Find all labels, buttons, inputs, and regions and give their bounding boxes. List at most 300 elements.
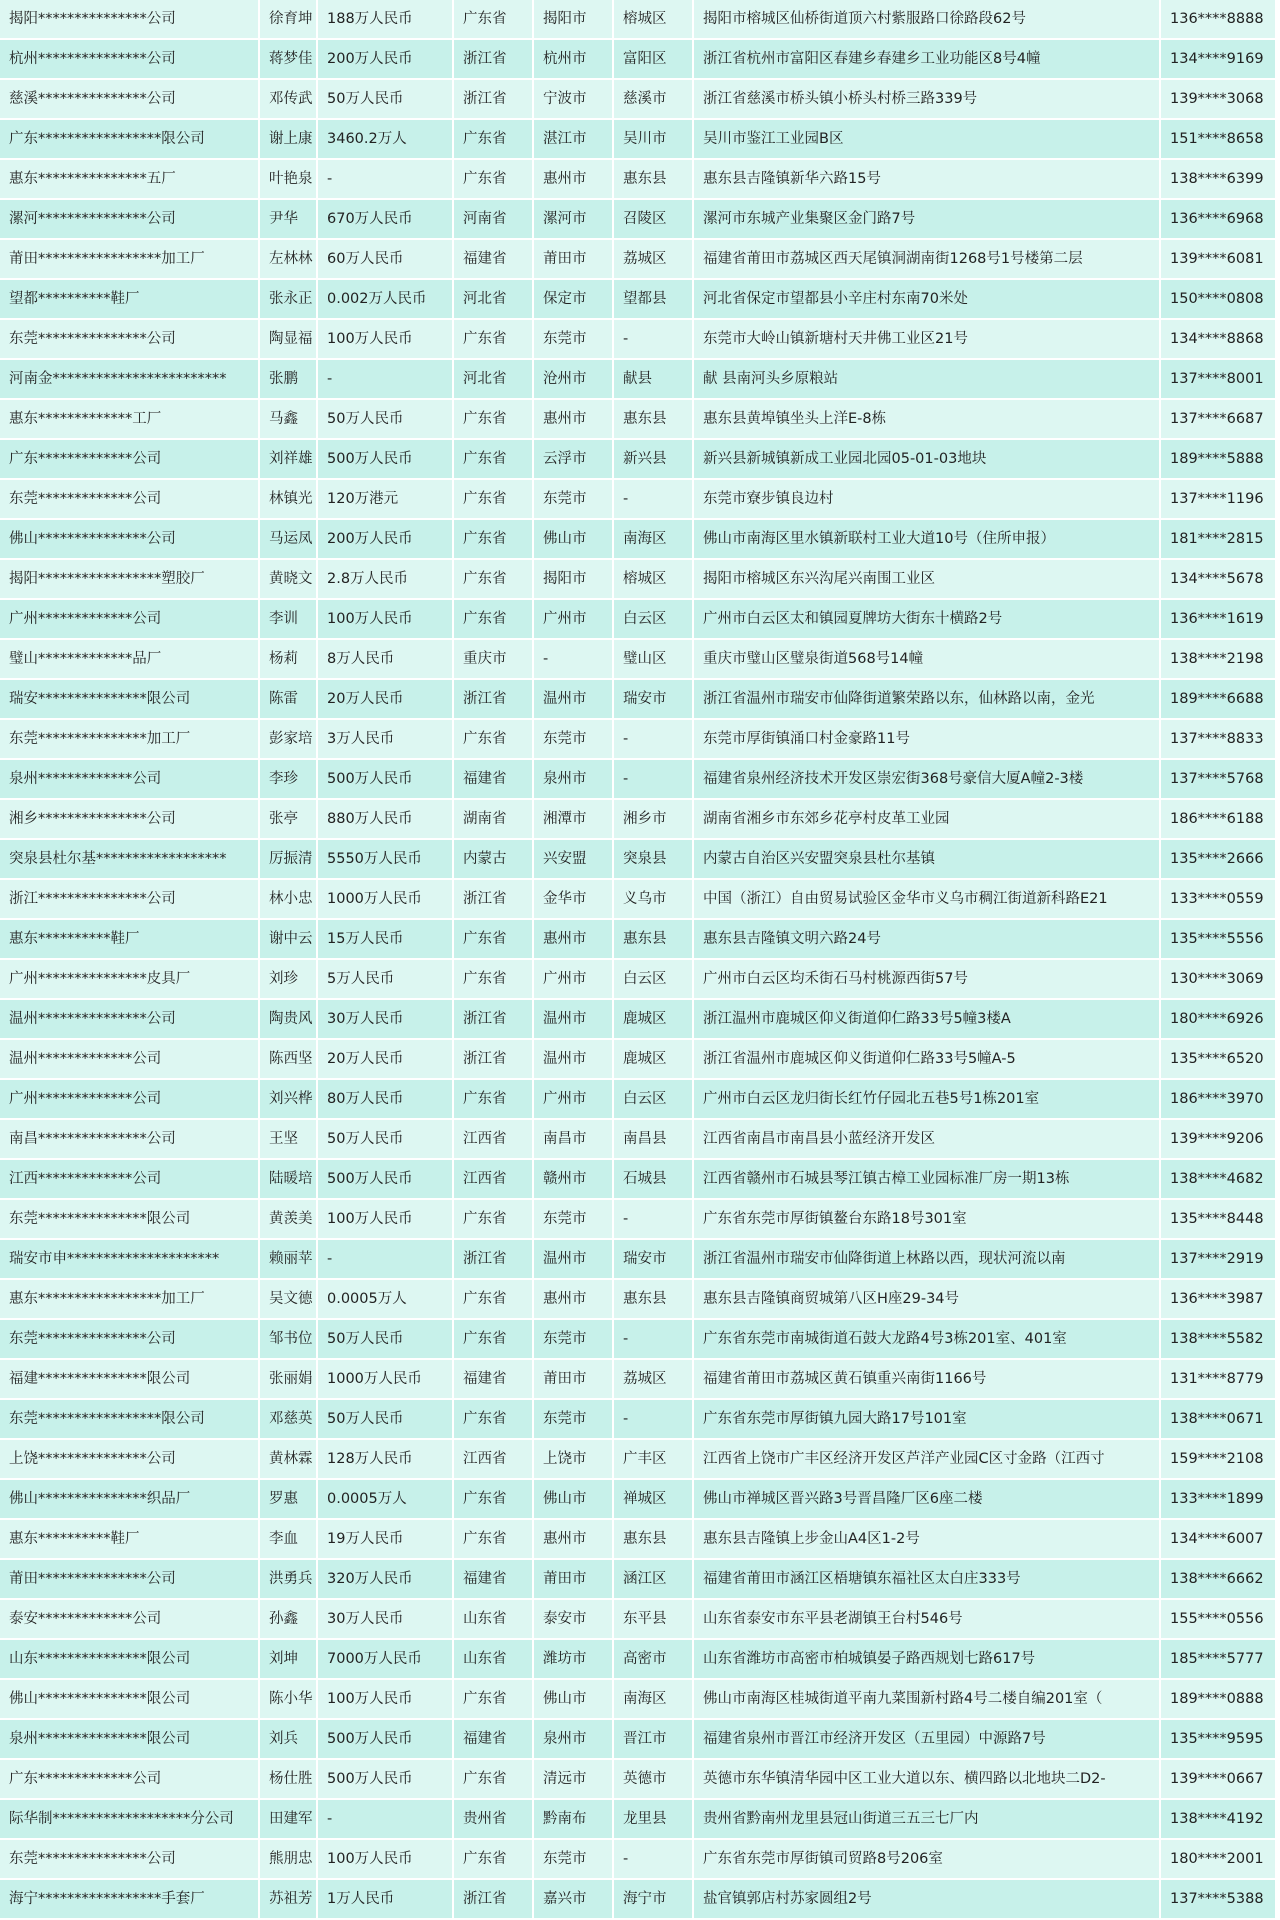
district-cell: 惠东县	[614, 400, 694, 440]
company-name-cell: 山东***************限公司	[0, 1640, 260, 1680]
legal-person-cell: 王坚	[260, 1120, 318, 1160]
phone-cell: 133****0559	[1161, 880, 1275, 920]
province-cell: 广东省	[454, 0, 534, 40]
address-cell: 福建省莆田市涵江区梧塘镇东福社区太白庄333号	[694, 1560, 1161, 1600]
city-cell: 泰安市	[534, 1600, 614, 1640]
city-cell: -	[534, 640, 614, 680]
phone-cell: 137****6687	[1161, 400, 1275, 440]
table-row	[0, 80, 1275, 120]
district-cell: 惠东县	[614, 160, 694, 200]
phone-cell: 134****9169	[1161, 40, 1275, 80]
district-cell: 新兴县	[614, 440, 694, 480]
legal-person-cell: 赖丽苹	[260, 1240, 318, 1280]
legal-person-cell: 谢上康	[260, 120, 318, 160]
province-cell: 江西省	[454, 1440, 534, 1480]
legal-person-cell: 蒋梦佳	[260, 40, 318, 80]
city-cell: 宁波市	[534, 80, 614, 120]
address-cell: 内蒙古自治区兴安盟突泉县杜尔基镇	[694, 840, 1161, 880]
province-cell: 广东省	[454, 1200, 534, 1240]
district-cell: -	[614, 1320, 694, 1360]
company-name-cell: 莆田***************公司	[0, 1560, 260, 1600]
legal-person-cell: 邓慈英	[260, 1400, 318, 1440]
registered-capital-cell: 500万人民币	[318, 760, 454, 800]
city-cell: 东莞市	[534, 1840, 614, 1880]
company-name-cell: 惠东***************五厂	[0, 160, 260, 200]
legal-person-cell: 陶显福	[260, 320, 318, 360]
province-cell: 福建省	[454, 1720, 534, 1760]
address-cell: 江西省南昌市南昌县小蓝经济开发区	[694, 1120, 1161, 1160]
table-row	[0, 1160, 1275, 1200]
address-cell: 浙江省慈溪市桥头镇小桥头村桥三路339号	[694, 80, 1161, 120]
company-name-cell: 广东*************公司	[0, 440, 260, 480]
city-cell: 东莞市	[534, 320, 614, 360]
table-row	[0, 1000, 1275, 1040]
address-cell: 山东省泰安市东平县老湖镇王台村546号	[694, 1600, 1161, 1640]
phone-cell: 135****8448	[1161, 1200, 1275, 1240]
province-cell: 江西省	[454, 1120, 534, 1160]
registered-capital-cell: 100万人民币	[318, 1680, 454, 1720]
district-cell: -	[614, 480, 694, 520]
district-cell: 龙里县	[614, 1800, 694, 1840]
address-cell: 福建省泉州市晋江市经济开发区（五里园）中源路7号	[694, 1720, 1161, 1760]
province-cell: 广东省	[454, 1840, 534, 1880]
address-cell: 中国（浙江）自由贸易试验区金华市义乌市稠江街道新科路E21	[694, 880, 1161, 920]
phone-cell: 136****1619	[1161, 600, 1275, 640]
province-cell: 浙江省	[454, 1040, 534, 1080]
city-cell: 惠州市	[534, 1280, 614, 1320]
city-cell: 广州市	[534, 960, 614, 1000]
province-cell: 贵州省	[454, 1800, 534, 1840]
company-name-cell: 东莞***************公司	[0, 1320, 260, 1360]
phone-cell: 189****0888	[1161, 1680, 1275, 1720]
registered-capital-cell: 50万人民币	[318, 1120, 454, 1160]
district-cell: 南昌县	[614, 1120, 694, 1160]
registered-capital-cell: 100万人民币	[318, 600, 454, 640]
address-cell: 广州市白云区龙归街长红竹仔园北五巷5号1栋201室	[694, 1080, 1161, 1120]
district-cell: 榕城区	[614, 560, 694, 600]
table-row	[0, 1480, 1275, 1520]
city-cell: 湛江市	[534, 120, 614, 160]
table-row	[0, 1520, 1275, 1560]
district-cell: 东平县	[614, 1600, 694, 1640]
company-name-cell: 揭阳***************公司	[0, 0, 260, 40]
registered-capital-cell: 120万港元	[318, 480, 454, 520]
phone-cell: 138****4192	[1161, 1800, 1275, 1840]
registered-capital-cell: 200万人民币	[318, 520, 454, 560]
city-cell: 莆田市	[534, 1360, 614, 1400]
city-cell: 温州市	[534, 680, 614, 720]
registered-capital-cell: 20万人民币	[318, 680, 454, 720]
legal-person-cell: 林小忠	[260, 880, 318, 920]
district-cell: -	[614, 1840, 694, 1880]
company-name-cell: 上饶***************公司	[0, 1440, 260, 1480]
legal-person-cell: 刘珍	[260, 960, 318, 1000]
province-cell: 广东省	[454, 120, 534, 160]
company-name-cell: 突泉县杜尔基******************	[0, 840, 260, 880]
legal-person-cell: 刘祥雄	[260, 440, 318, 480]
legal-person-cell: 黄林霖	[260, 1440, 318, 1480]
table-row	[0, 1680, 1275, 1720]
address-cell: 东莞市寮步镇良边村	[694, 480, 1161, 520]
table-row	[0, 440, 1275, 480]
city-cell: 上饶市	[534, 1440, 614, 1480]
company-name-cell: 际华制*******************分公司	[0, 1800, 260, 1840]
phone-cell: 131****8779	[1161, 1360, 1275, 1400]
company-name-cell: 温州*************公司	[0, 1040, 260, 1080]
city-cell: 湘潭市	[534, 800, 614, 840]
phone-cell: 130****3069	[1161, 960, 1275, 1000]
table-row	[0, 1840, 1275, 1880]
legal-person-cell: 彭家培	[260, 720, 318, 760]
province-cell: 广东省	[454, 1680, 534, 1720]
phone-cell: 138****6399	[1161, 160, 1275, 200]
address-cell: 河北省保定市望都县小辛庄村东南70米处	[694, 280, 1161, 320]
city-cell: 莆田市	[534, 240, 614, 280]
legal-person-cell: 刘坤	[260, 1640, 318, 1680]
province-cell: 山东省	[454, 1600, 534, 1640]
province-cell: 浙江省	[454, 1000, 534, 1040]
phone-cell: 139****0667	[1161, 1760, 1275, 1800]
legal-person-cell: 徐育坤	[260, 0, 318, 40]
company-name-cell: 泰安*************公司	[0, 1600, 260, 1640]
table-row	[0, 1640, 1275, 1680]
district-cell: 鹿城区	[614, 1040, 694, 1080]
city-cell: 杭州市	[534, 40, 614, 80]
phone-cell: 136****3987	[1161, 1280, 1275, 1320]
legal-person-cell: 尹华	[260, 200, 318, 240]
district-cell: 惠东县	[614, 1520, 694, 1560]
address-cell: 广州市白云区太和镇园夏牌坊大街东十横路2号	[694, 600, 1161, 640]
address-cell: 惠东县吉隆镇上步金山A4区1-2号	[694, 1520, 1161, 1560]
company-name-cell: 璧山*************品厂	[0, 640, 260, 680]
phone-cell: 136****8888	[1161, 0, 1275, 40]
province-cell: 山东省	[454, 1640, 534, 1680]
registered-capital-cell: 50万人民币	[318, 400, 454, 440]
address-cell: 漯河市东城产业集聚区金门路7号	[694, 200, 1161, 240]
registered-capital-cell: 50万人民币	[318, 80, 454, 120]
legal-person-cell: 张鹏	[260, 360, 318, 400]
registered-capital-cell: 200万人民币	[318, 40, 454, 80]
city-cell: 广州市	[534, 1080, 614, 1120]
table-row	[0, 1440, 1275, 1480]
legal-person-cell: 刘兴桦	[260, 1080, 318, 1120]
registered-capital-cell: 320万人民币	[318, 1560, 454, 1600]
table-row	[0, 680, 1275, 720]
company-name-cell: 福建***************限公司	[0, 1360, 260, 1400]
table-row	[0, 720, 1275, 760]
district-cell: 瑞安市	[614, 1240, 694, 1280]
district-cell: 白云区	[614, 1080, 694, 1120]
registered-capital-cell: 8万人民币	[318, 640, 454, 680]
district-cell: 白云区	[614, 600, 694, 640]
legal-person-cell: 杨仕胜	[260, 1760, 318, 1800]
table-row	[0, 1720, 1275, 1760]
company-name-cell: 东莞***************限公司	[0, 1200, 260, 1240]
legal-person-cell: 张永正	[260, 280, 318, 320]
address-cell: 广东省东莞市厚街镇司贸路8号206室	[694, 1840, 1161, 1880]
legal-person-cell: 左林林	[260, 240, 318, 280]
legal-person-cell: 李珍	[260, 760, 318, 800]
legal-person-cell: 张亭	[260, 800, 318, 840]
district-cell: -	[614, 1400, 694, 1440]
address-cell: 浙江温州市鹿城区仰义街道仰仁路33号5幢3楼A	[694, 1000, 1161, 1040]
province-cell: 湖南省	[454, 800, 534, 840]
phone-cell: 138****5582	[1161, 1320, 1275, 1360]
district-cell: 献县	[614, 360, 694, 400]
city-cell: 揭阳市	[534, 560, 614, 600]
city-cell: 东莞市	[534, 1320, 614, 1360]
city-cell: 赣州市	[534, 1160, 614, 1200]
registered-capital-cell: 19万人民币	[318, 1520, 454, 1560]
district-cell: 鹿城区	[614, 1000, 694, 1040]
city-cell: 云浮市	[534, 440, 614, 480]
address-cell: 福建省莆田市荔城区西天尾镇洞湖南街1268号1号楼第二层	[694, 240, 1161, 280]
registered-capital-cell: 60万人民币	[318, 240, 454, 280]
table-row	[0, 960, 1275, 1000]
company-name-cell: 慈溪***************公司	[0, 80, 260, 120]
registered-capital-cell: 3万人民币	[318, 720, 454, 760]
company-name-cell: 广州*************公司	[0, 600, 260, 640]
province-cell: 广东省	[454, 480, 534, 520]
district-cell: 海宁市	[614, 1880, 694, 1920]
district-cell: 召陵区	[614, 200, 694, 240]
registered-capital-cell: 20万人民币	[318, 1040, 454, 1080]
address-cell: 惠东县吉隆镇文明六路24号	[694, 920, 1161, 960]
company-name-cell: 东莞***************公司	[0, 320, 260, 360]
province-cell: 河北省	[454, 360, 534, 400]
city-cell: 温州市	[534, 1000, 614, 1040]
district-cell: 义乌市	[614, 880, 694, 920]
phone-cell: 135****6520	[1161, 1040, 1275, 1080]
registered-capital-cell: 5万人民币	[318, 960, 454, 1000]
table-row	[0, 320, 1275, 360]
table-row	[0, 1880, 1275, 1920]
phone-cell: 137****1196	[1161, 480, 1275, 520]
phone-cell: 155****0556	[1161, 1600, 1275, 1640]
registered-capital-cell: 500万人民币	[318, 1720, 454, 1760]
city-cell: 清远市	[534, 1760, 614, 1800]
phone-cell: 138****0671	[1161, 1400, 1275, 1440]
province-cell: 广东省	[454, 520, 534, 560]
company-name-cell: 泉州***************限公司	[0, 1720, 260, 1760]
province-cell: 广东省	[454, 1320, 534, 1360]
registered-capital-cell: 880万人民币	[318, 800, 454, 840]
district-cell: 荔城区	[614, 1360, 694, 1400]
phone-cell: 138****2198	[1161, 640, 1275, 680]
table-row	[0, 840, 1275, 880]
registered-capital-cell: 50万人民币	[318, 1400, 454, 1440]
company-name-cell: 广东*****************限公司	[0, 120, 260, 160]
legal-person-cell: 邹书位	[260, 1320, 318, 1360]
company-name-cell: 杭州***************公司	[0, 40, 260, 80]
province-cell: 广东省	[454, 400, 534, 440]
district-cell: 惠东县	[614, 920, 694, 960]
company-name-cell: 浙江***************公司	[0, 880, 260, 920]
registered-capital-cell: 670万人民币	[318, 200, 454, 240]
registered-capital-cell: 7000万人民币	[318, 1640, 454, 1680]
company-name-cell: 江西*************公司	[0, 1160, 260, 1200]
registered-capital-cell: 0.002万人民币	[318, 280, 454, 320]
table-row	[0, 280, 1275, 320]
province-cell: 浙江省	[454, 1880, 534, 1920]
legal-person-cell: 杨莉	[260, 640, 318, 680]
legal-person-cell: 林镇光	[260, 480, 318, 520]
table-row	[0, 1040, 1275, 1080]
phone-cell: 137****5388	[1161, 1880, 1275, 1920]
phone-cell: 180****6926	[1161, 1000, 1275, 1040]
company-name-cell: 东莞***************加工厂	[0, 720, 260, 760]
district-cell: 涵江区	[614, 1560, 694, 1600]
legal-person-cell: 罗惠	[260, 1480, 318, 1520]
address-cell: 浙江省温州市瑞安市仙降街道繁荣路以东，仙林路以南，金光	[694, 680, 1161, 720]
table-row	[0, 600, 1275, 640]
address-cell: 盐官镇郭店村苏家圆组2号	[694, 1880, 1161, 1920]
legal-person-cell: 邓传武	[260, 80, 318, 120]
address-cell: 山东省潍坊市高密市柏城镇晏子路西规划七路617号	[694, 1640, 1161, 1680]
company-name-cell: 广州*************公司	[0, 1080, 260, 1120]
phone-cell: 138****4682	[1161, 1160, 1275, 1200]
company-name-cell: 佛山***************限公司	[0, 1680, 260, 1720]
address-cell: 佛山市禅城区晋兴路3号晋昌隆厂区6座二楼	[694, 1480, 1161, 1520]
table-row	[0, 640, 1275, 680]
phone-cell: 133****1899	[1161, 1480, 1275, 1520]
city-cell: 惠州市	[534, 1520, 614, 1560]
company-name-cell: 海宁*****************手套厂	[0, 1880, 260, 1920]
phone-cell: 139****9206	[1161, 1120, 1275, 1160]
table-row	[0, 880, 1275, 920]
legal-person-cell: 马运凤	[260, 520, 318, 560]
company-name-cell: 瑞安市申*********************	[0, 1240, 260, 1280]
district-cell: 石城县	[614, 1160, 694, 1200]
province-cell: 广东省	[454, 560, 534, 600]
table-row	[0, 560, 1275, 600]
phone-cell: 134****8868	[1161, 320, 1275, 360]
city-cell: 莆田市	[534, 1560, 614, 1600]
address-cell: 惠东县黄埠镇坐头上洋E-8栋	[694, 400, 1161, 440]
table-row	[0, 520, 1275, 560]
company-name-cell: 东莞*************公司	[0, 480, 260, 520]
company-name-cell: 南昌***************公司	[0, 1120, 260, 1160]
district-cell: 瑞安市	[614, 680, 694, 720]
registered-capital-cell: 0.0005万人	[318, 1280, 454, 1320]
province-cell: 浙江省	[454, 880, 534, 920]
legal-person-cell: 厉振清	[260, 840, 318, 880]
city-cell: 东莞市	[534, 480, 614, 520]
province-cell: 广东省	[454, 320, 534, 360]
company-name-cell: 佛山***************公司	[0, 520, 260, 560]
table-row	[0, 240, 1275, 280]
address-cell: 浙江省温州市鹿城区仰义街道仰仁路33号5幢A-5	[694, 1040, 1161, 1080]
company-name-cell: 东莞***************公司	[0, 1840, 260, 1880]
registered-capital-cell: -	[318, 160, 454, 200]
phone-cell: 186****6188	[1161, 800, 1275, 840]
province-cell: 广东省	[454, 600, 534, 640]
phone-cell: 185****5777	[1161, 1640, 1275, 1680]
address-cell: 江西省上饶市广丰区经济开发区芦洋产业园C区寸金路（江西寸	[694, 1440, 1161, 1480]
province-cell: 广东省	[454, 1480, 534, 1520]
district-cell: 广丰区	[614, 1440, 694, 1480]
province-cell: 广东省	[454, 1080, 534, 1120]
phone-cell: 137****5768	[1161, 760, 1275, 800]
city-cell: 潍坊市	[534, 1640, 614, 1680]
phone-cell: 135****2666	[1161, 840, 1275, 880]
table-row	[0, 1200, 1275, 1240]
phone-cell: 139****3068	[1161, 80, 1275, 120]
table-row	[0, 1400, 1275, 1440]
table-row	[0, 200, 1275, 240]
province-cell: 广东省	[454, 440, 534, 480]
company-name-cell: 河南金************************	[0, 360, 260, 400]
province-cell: 广东省	[454, 1520, 534, 1560]
district-cell: 南海区	[614, 1680, 694, 1720]
province-cell: 广东省	[454, 1760, 534, 1800]
registered-capital-cell: 30万人民币	[318, 1600, 454, 1640]
city-cell: 兴安盟	[534, 840, 614, 880]
city-cell: 广州市	[534, 600, 614, 640]
city-cell: 泉州市	[534, 760, 614, 800]
city-cell: 漯河市	[534, 200, 614, 240]
legal-person-cell: 叶艳泉	[260, 160, 318, 200]
registered-capital-cell: 30万人民币	[318, 1000, 454, 1040]
district-cell: 望都县	[614, 280, 694, 320]
district-cell: 慈溪市	[614, 80, 694, 120]
phone-cell: 150****0808	[1161, 280, 1275, 320]
district-cell: 白云区	[614, 960, 694, 1000]
phone-cell: 135****9595	[1161, 1720, 1275, 1760]
company-name-cell: 湘乡***************公司	[0, 800, 260, 840]
province-cell: 福建省	[454, 1360, 534, 1400]
table-row	[0, 1080, 1275, 1120]
city-cell: 佛山市	[534, 520, 614, 560]
table-row	[0, 1240, 1275, 1280]
address-cell: 福建省泉州经济技术开发区崇宏街368号豪信大厦A幢2-3楼	[694, 760, 1161, 800]
district-cell: 湘乡市	[614, 800, 694, 840]
company-name-cell: 惠东*************工厂	[0, 400, 260, 440]
company-name-cell: 佛山***************织品厂	[0, 1480, 260, 1520]
table-row	[0, 1280, 1275, 1320]
table-row	[0, 1360, 1275, 1400]
city-cell: 保定市	[534, 280, 614, 320]
province-cell: 广东省	[454, 960, 534, 1000]
legal-person-cell: 张丽娟	[260, 1360, 318, 1400]
registered-capital-cell: 188万人民币	[318, 0, 454, 40]
city-cell: 沧州市	[534, 360, 614, 400]
city-cell: 东莞市	[534, 720, 614, 760]
district-cell: 惠东县	[614, 1280, 694, 1320]
legal-person-cell: 田建军	[260, 1800, 318, 1840]
city-cell: 泉州市	[534, 1720, 614, 1760]
city-cell: 黔南布	[534, 1800, 614, 1840]
table-row	[0, 360, 1275, 400]
city-cell: 惠州市	[534, 400, 614, 440]
province-cell: 浙江省	[454, 80, 534, 120]
address-cell: 广东省东莞市厚街镇九园大路17号101室	[694, 1400, 1161, 1440]
address-cell: 浙江省杭州市富阳区春建乡春建乡工业功能区8号4幢	[694, 40, 1161, 80]
registered-capital-cell: 0.0005万人	[318, 1480, 454, 1520]
legal-person-cell: 熊朋忠	[260, 1840, 318, 1880]
phone-cell: 186****3970	[1161, 1080, 1275, 1120]
registered-capital-cell: 500万人民币	[318, 440, 454, 480]
province-cell: 广东省	[454, 1400, 534, 1440]
phone-cell: 134****5678	[1161, 560, 1275, 600]
city-cell: 嘉兴市	[534, 1880, 614, 1920]
district-cell: 突泉县	[614, 840, 694, 880]
phone-cell: 137****8001	[1161, 360, 1275, 400]
phone-cell: 181****2815	[1161, 520, 1275, 560]
address-cell: 贵州省黔南州龙里县冠山街道三五三七厂内	[694, 1800, 1161, 1840]
registered-capital-cell: 100万人民币	[318, 320, 454, 360]
legal-person-cell: 黄羡美	[260, 1200, 318, 1240]
